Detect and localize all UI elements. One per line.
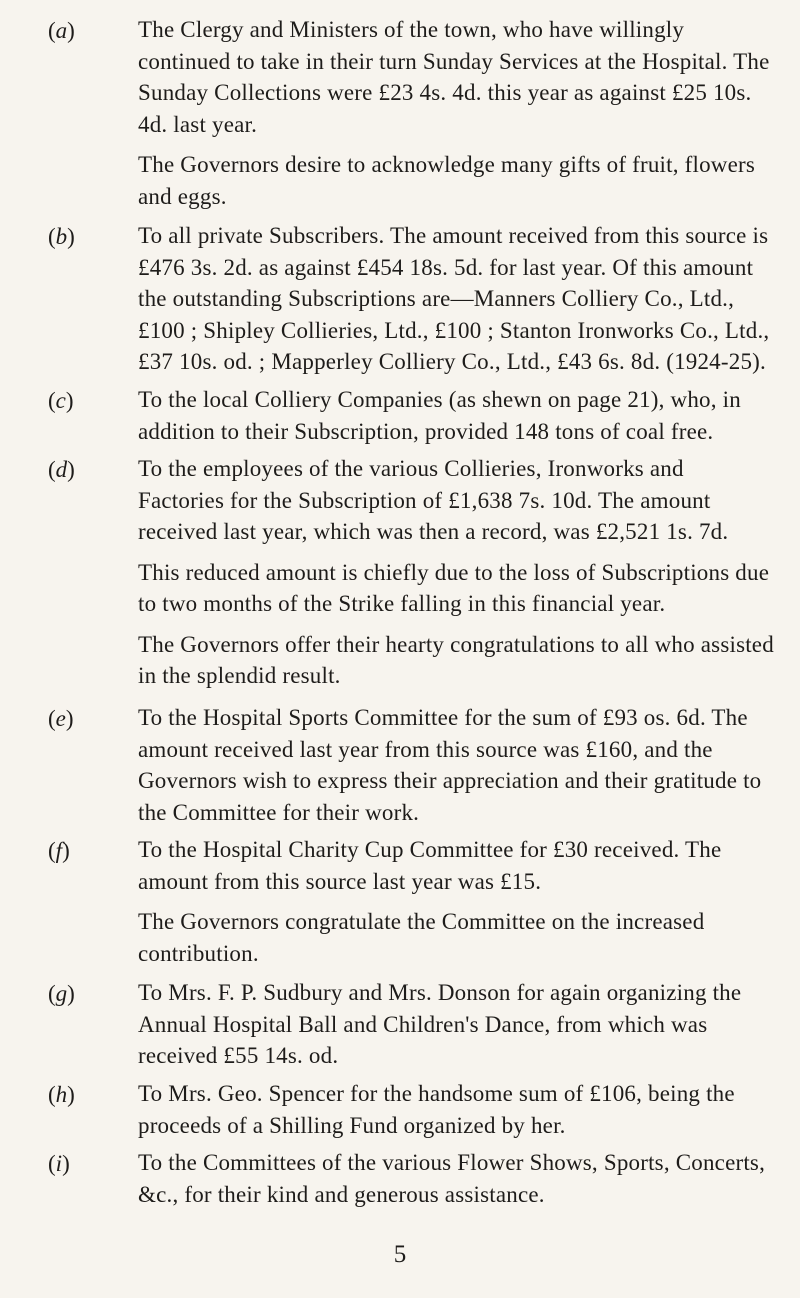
- entry-paragraph: This reduced amount is chiefly due to the loss of Subscriptions due to two months of the Strike falling in this financial year.: [138, 559, 770, 617]
- entry-paragraph: To the local Colliery Companies (as shewn on page 21), who, in addition to their Subscription, provided 148 tons of coal free.: [138, 387, 741, 444]
- entry-c: [48, 384, 774, 447]
- entry-paragraph: To the Committees of the various Flower Shows, Sports, Concerts, &c., for their kind and generous assistance.: [138, 1150, 766, 1207]
- entry-paragraph: The Clergy and Ministers of the town, who have willingly continued to take in their turn Sunday Services at the Hospital. The Sunday Collections were £23 4s. 4d. this year as against £25 10s. 4d. last year.: [138, 17, 770, 137]
- entry-d: [48, 453, 774, 692]
- entry-letter: (b): [48, 224, 75, 249]
- entry-letter: (f): [48, 838, 70, 863]
- entry-paragraph: To Mrs. F. P. Sudbury and Mrs. Donson for again organizing the Annual Hospital Ball and Children's Dance, from which was received £55 14s. od.: [138, 980, 742, 1069]
- entry-paragraph: The Governors desire to acknowledge many gifts of fruit, flowers and eggs.: [138, 152, 756, 209]
- entry-i: [48, 1147, 774, 1210]
- entry-h: [48, 1078, 774, 1141]
- entry-paragraph: To Mrs. Geo. Spencer for the handsome sum of £106, being the proceeds of a Shilling Fund organized by her.: [138, 1081, 735, 1138]
- page-number: 5: [393, 1241, 407, 1268]
- entry-letter: (c): [48, 388, 74, 413]
- entry-letter: (a): [48, 18, 75, 43]
- entry-paragraph: To the Hospital Sports Committee for the sum of £93 os. 6d. The amount received last year from this source was £160, and the Governors wish to express their appreciation and their gratitude to the Committee for their work.: [138, 705, 762, 825]
- entry-a: [48, 14, 774, 212]
- entry-letter: (h): [48, 1082, 75, 1107]
- entry-letter: (e): [48, 706, 74, 731]
- entry-b: [48, 220, 774, 378]
- entry-letter: (i): [48, 1151, 70, 1176]
- entry-g: [48, 977, 774, 1072]
- entry-paragraph: To all private Subscribers. The amount received from this source is £476 3s. 2d. as against £454 18s. 5d. for last year. Of this amount the outstanding Subscriptions are—Manners Colliery Co., Ltd., £100 ; Shipley Collieries, Ltd., £100 ; Stanton Ironworks Co., Ltd., £37 10s. od. ; Mapperley Colliery Co., Ltd., £43 6s. 8d. (1924-25).: [138, 223, 770, 375]
- entry-f: [48, 834, 774, 969]
- entry-paragraph: The Governors offer their hearty congratulations to all who assisted in the splendid result.: [138, 631, 774, 689]
- entry-paragraph: To the employees of the various Collieries, Ironworks and Factories for the Subscription of £1,638 7s. 10d. The amount received last year, which was then a record, was £2,521 1s. 7d.: [138, 456, 729, 545]
- entry-e: [48, 702, 774, 828]
- entry-paragraph: To the Hospital Charity Cup Committee for £30 received. The amount from this source last year was £15.: [138, 837, 722, 894]
- entry-letter: (g): [48, 981, 75, 1006]
- entry-letter: (d): [48, 457, 75, 482]
- entry-paragraph: The Governors congratulate the Committee on the increased contribution.: [138, 909, 705, 966]
